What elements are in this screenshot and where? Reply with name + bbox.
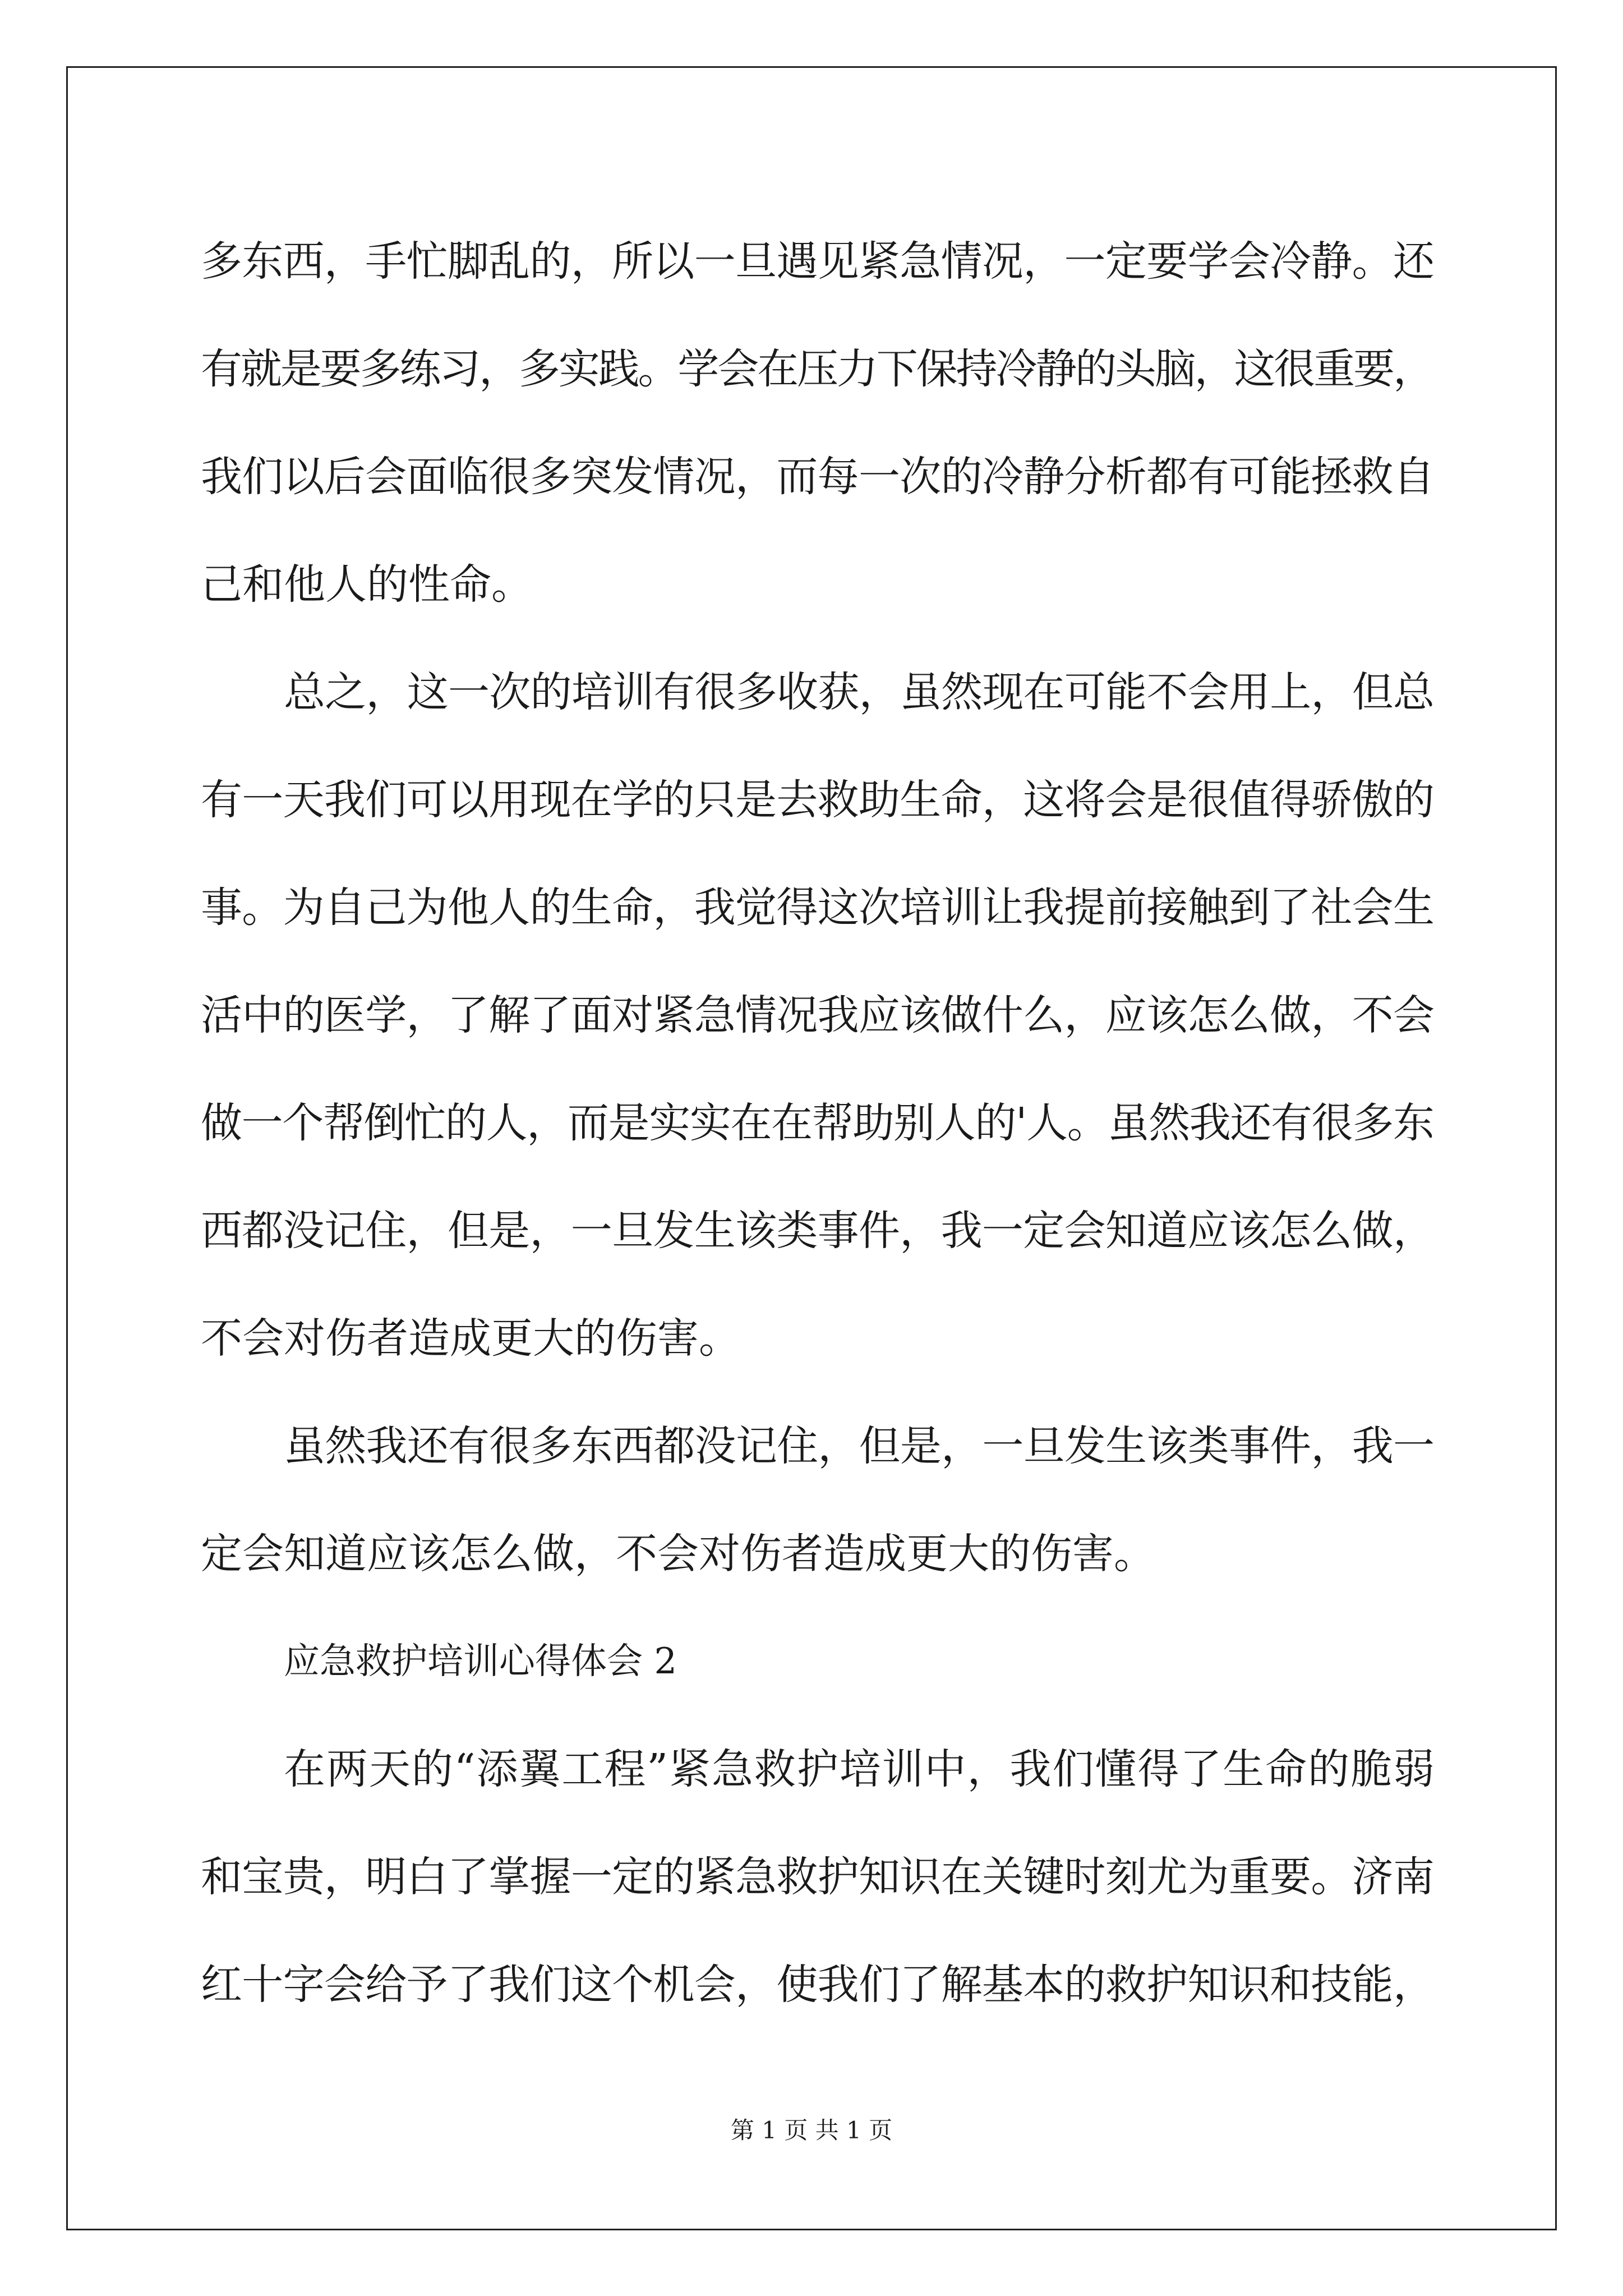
text-line: 定会知道应该怎么做，不会对伤者造成更大的伤害。 (201, 1530, 1155, 1578)
text-line: 虽然我还有很多东西都没记住，但是，一旦发生该类事件，我一 (284, 1422, 1435, 1470)
text-line: 和宝贵，明白了掌握一定的紧急救护知识在关键时刻尤为重要。济南 (201, 1853, 1435, 1901)
text-line: 有一天我们可以用现在学的只是去救助生命，这将会是很值得骄傲的 (201, 776, 1435, 824)
text-line: 我们以后会面临很多突发情况，而每一次的冷静分析都有可能拯救自 (201, 453, 1435, 501)
page-footer: 第 1 页 共 1 页 (730, 2116, 893, 2144)
text-line: 事。为自己为他人的生命，我觉得这次培训让我提前接触到了社会生 (201, 884, 1435, 932)
section-heading: 应急救护培训心得体会 2 (284, 1641, 677, 1682)
text-line: 有就是要多练习，多实践。学会在压力下保持冷静的头脑，这很重要， (201, 345, 1433, 393)
text-line: 不会对伤者造成更大的伤害。 (201, 1314, 740, 1363)
text-line: 在两天的“添翼工程”紧急救护培训中，我们懂得了生命的脆弱 (284, 1745, 1436, 1793)
text-line: 总之，这一次的培训有很多收获，虽然现在可能不会用上，但总 (284, 668, 1435, 716)
text-line: 西都没记住，但是，一旦发生该类事件，我一定会知道应该怎么做， (201, 1207, 1435, 1255)
text-line: 活中的医学，了解了面对紧急情况我应该做什么，应该怎么做，不会 (201, 991, 1435, 1039)
text-line: 红十字会给予了我们这个机会，使我们了解基本的救护知识和技能， (201, 1961, 1435, 2009)
text-line: 多东西，手忙脚乱的，所以一旦遇见紧急情况，一定要学会冷静。还 (201, 237, 1435, 286)
document-body (201, 208, 1435, 2039)
text-line: 做一个帮倒忙的人，而是实实在在帮助别人的'人。虽然我还有很多东 (201, 1099, 1434, 1147)
text-line: 己和他人的性命。 (201, 560, 533, 609)
